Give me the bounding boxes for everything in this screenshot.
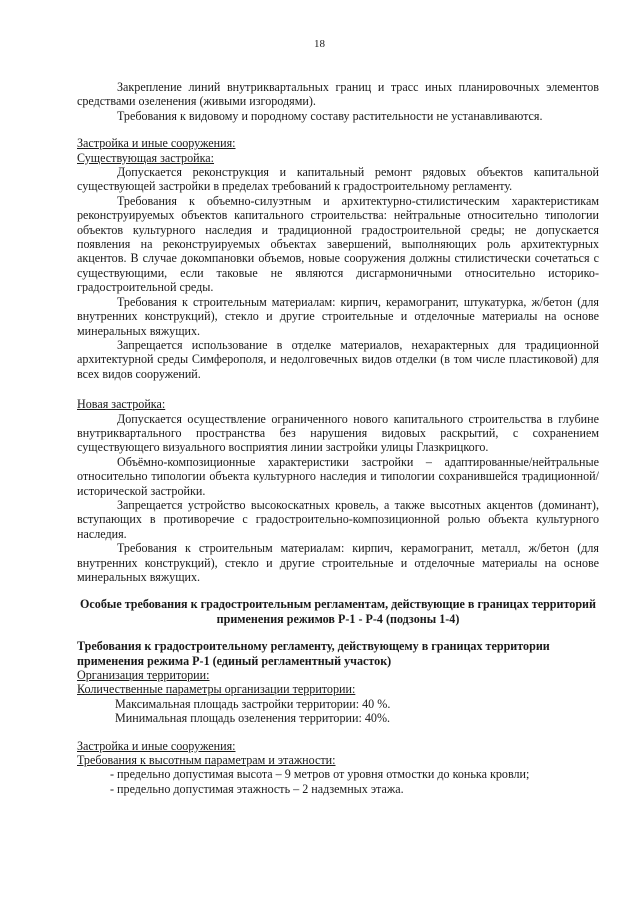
paragraph: Допускается осуществление ограниченного нового капитального строительства в глубине внутриквартального пространства без нарушения видовых раскрытий, с сохранением существующего визуального восприятия линии застройки улицы Глазкрицкого. — [77, 411, 599, 455]
subsection-heading: Новая застройка: — [77, 397, 166, 412]
parameter-line: Максимальная площадь застройки территории: 40 %. — [115, 696, 391, 711]
paragraph: Требования к строительным материалам: кирпич, керамогранит, штукатурка, ж/бетон (для внутренних конструкций), стекло и другие строительные и отделочные материалы на основе минеральных вяжущих. — [77, 294, 599, 338]
subsection-heading: Требования к высотным параметрам и этажности: — [77, 753, 336, 768]
section-title: Особые требования к градостроительным регламентам, действующие в границах территорий применения режимов Р-1 - Р-4 (подзоны 1-4) — [80, 597, 596, 626]
subsection-heading: Количественные параметры организации территории: — [77, 682, 356, 697]
list-item: - предельно допустимая высота – 9 метров от уровня отмостки до конька кровли; — [110, 767, 530, 782]
paragraph: Требования к объемно-силуэтным и архитектурно-стилистическим характеристикам реконструируемых объектов капитального строительства: нейтральные относительно типологии объектов культурного наследия и традиционной градостроительной среды; не допускается появления на реконструируемых объектах завершений, выполняющих роль архитектурных акцентов. В случае докомпановки объемов, новые сооружения должны стилистически сочетаться с существующими, если таковые не являются дисгармоничными относительно историко-градостроительной среды. — [77, 193, 599, 295]
list-item: - предельно допустимая этажность – 2 надземных этажа. — [110, 781, 404, 796]
section-heading: Застройка и иные сооружения: — [77, 136, 236, 151]
paragraph: Закрепление линий внутриквартальных границ и трасс иных планировочных элементов средствами озеленения (живыми изгородями). — [77, 80, 599, 109]
paragraph: Запрещается использование в отделке материалов, нехарактерных для традиционной архитектурной среды Симферополя, и недолговечных видов отделки (в том числе пластиковой) для всех видов сооружений. — [77, 337, 599, 381]
paragraph: Требования к видовому и породному составу растительности не устанавливаются. — [117, 108, 543, 123]
paragraph: Допускается реконструкция и капитальный ремонт рядовых объектов капитальной существующей застройки в пределах требований к градостроительному регламенту. — [77, 165, 599, 194]
subsection-heading: Существующая застройка: — [77, 150, 215, 165]
paragraph: Запрещается устройство высокоскатных кровель, а также высотных акцентов (доминант), вступающих в противоречие с градостроительно-композиционной ролью объекта культурного наследия. — [77, 497, 599, 541]
parameter-line: Минимальная площадь озеленения территории: 40%. — [115, 711, 391, 726]
paragraph: Требования к строительным материалам: кирпич, керамогранит, металл, ж/бетон (для внутренних конструкций), стекло и другие строительные и отделочные материалы на основе минеральных вяжущих. — [77, 541, 599, 584]
regulation-title: Требования к градостроительному регламенту, действующему в границах территории применения режима Р-1 (единый регламентный участок) — [77, 639, 550, 668]
subsection-heading: Организация территории: — [77, 668, 210, 683]
page-number: 18 — [314, 38, 325, 50]
paragraph: Объёмно-композиционные характеристики застройки – адаптированные/нейтральные относительно типологии объекта культурного наследия и типологии сохранившейся традиционной/исторической застройки. — [77, 454, 599, 498]
section-heading: Застройка и иные сооружения: — [77, 738, 236, 753]
document-body — [77, 80, 599, 796]
